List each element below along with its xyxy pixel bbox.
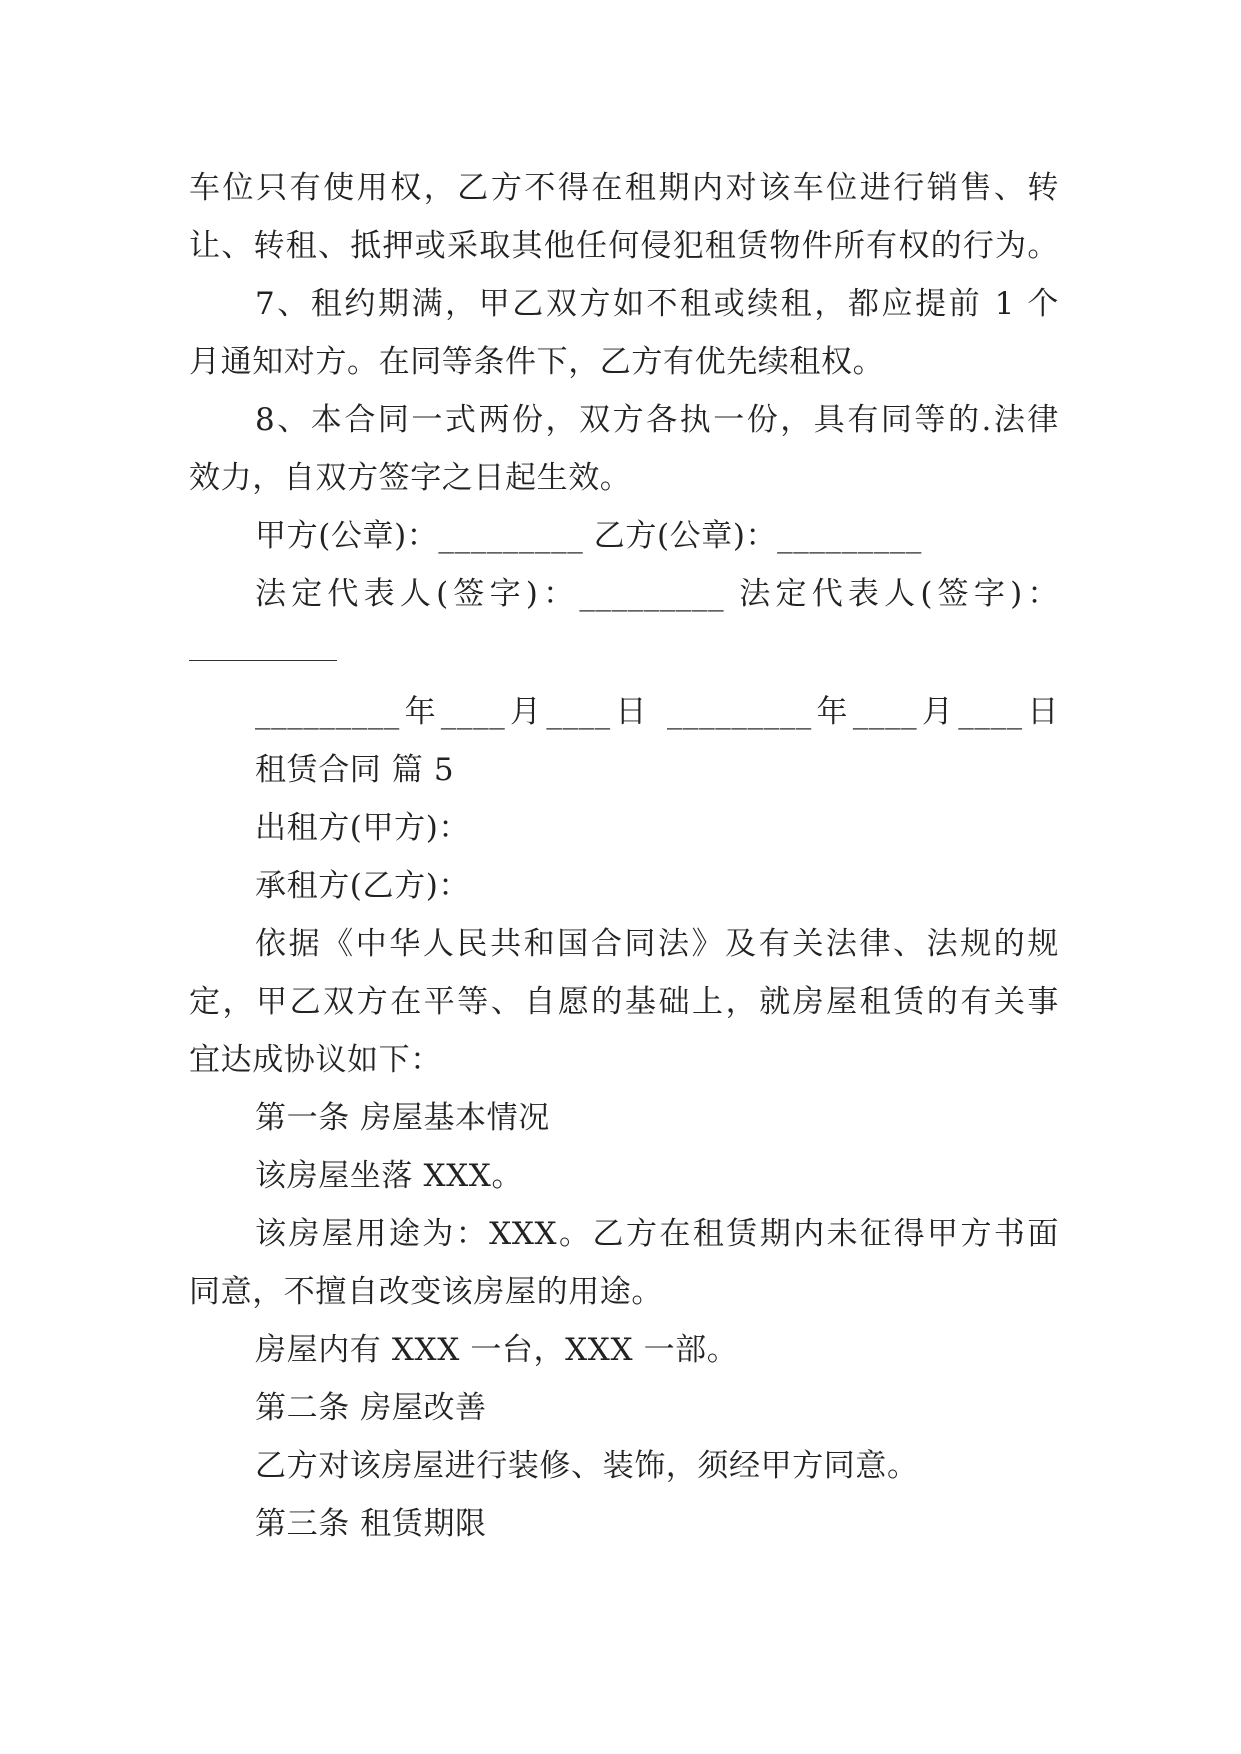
article-1-location: 该房屋坐落 XXX。 — [255, 1158, 524, 1194]
party-seal-line: 甲方(公章)：_________ 乙方(公章)：_________ — [255, 518, 923, 554]
clause-8-line: 效力，自双方签字之日起生效。 — [189, 460, 632, 496]
section-heading: 租赁合同 篇 5 — [255, 752, 455, 788]
legal-representative-line: 法定代表人(签字)：_________ 法定代表人(签字)： — [255, 576, 1059, 612]
preamble-line: 定，甲乙双方在平等、自愿的基础上，就房屋租赁的有关事 — [189, 984, 1059, 1020]
preamble-line: 依据《中华人民共和国合同法》及有关法律、法规的规 — [255, 926, 1059, 962]
lessor-line: 出租方(甲方)： — [255, 810, 470, 846]
lessee-line: 承租方(乙方)： — [255, 868, 470, 904]
article-2-heading: 第二条 房屋改善 — [255, 1390, 487, 1426]
clause-8-line: 8、本合同一式两份，双方各执一份，具有同等的.法律 — [255, 402, 1059, 438]
article-1-equipment: 房屋内有 XXX 一台，XXX 一部。 — [255, 1332, 739, 1368]
article-1-usage-line: 该房屋用途为：XXX。乙方在租赁期内未征得甲方书面 — [255, 1216, 1059, 1252]
paragraph-line: 车位只有使用权，乙方不得在租期内对该车位进行销售、转 — [189, 170, 1059, 206]
preamble-line: 宜达成协议如下： — [189, 1042, 442, 1078]
date-line: _________年____月____日 _________年____月____日 — [255, 694, 1059, 730]
signature-blank — [189, 660, 337, 661]
article-1-usage-line: 同意，不擅自改变该房屋的用途。 — [189, 1274, 663, 1310]
clause-7-line: 7、租约期满，甲乙双方如不租或续租，都应提前 1 个 — [255, 286, 1059, 322]
article-1-heading: 第一条 房屋基本情况 — [255, 1100, 550, 1136]
article-3-heading: 第三条 租赁期限 — [255, 1506, 487, 1542]
clause-7-line: 月通知对方。在同等条件下，乙方有优先续租权。 — [189, 344, 885, 380]
paragraph-line: 让、转租、抵押或采取其他任何侵犯租赁物件所有权的行为。 — [189, 228, 1059, 264]
article-2-text: 乙方对该房屋进行装修、装饰，须经甲方同意。 — [255, 1448, 919, 1484]
